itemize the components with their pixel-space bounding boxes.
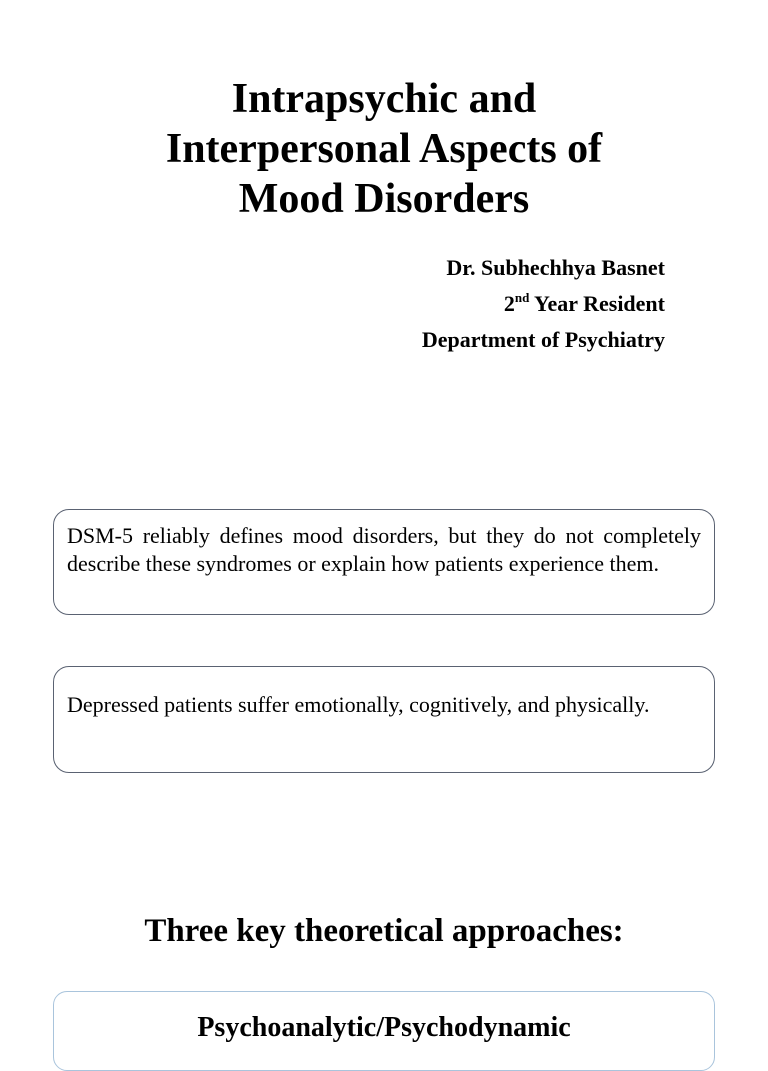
approach-label: Psychoanalytic/Psychodynamic [197, 1012, 571, 1043]
title-line-1: Intrapsychic and [231, 76, 537, 122]
author-year-number: 2 [503, 291, 515, 316]
dsm5-statement-text: DSM-5 reliably defines mood disorders, but they do not completely describe these syndromes or explain how patients experience them. [67, 523, 701, 576]
title-line-3: Mood Disorders [238, 176, 530, 222]
author-year [422, 286, 665, 322]
slide-title [0, 74, 768, 224]
depressed-patients-box [53, 666, 715, 773]
author-department: Department of Psychiatry [421, 327, 665, 352]
approach-box-psychoanalytic [53, 991, 715, 1071]
author-name: Dr. Subhechhya Basnet [446, 255, 665, 280]
author-year-rest: Year Resident [529, 291, 665, 316]
section-heading: Three key theoretical approaches: [144, 913, 624, 949]
depressed-patients-text: Depressed patients suffer emotionally, cognitively, and physically. [67, 692, 650, 717]
author-block [422, 250, 665, 358]
author-year-suffix: nd [514, 290, 530, 305]
title-line-2: Interpersonal Aspects of [165, 126, 603, 172]
dsm5-statement-box [53, 509, 715, 615]
